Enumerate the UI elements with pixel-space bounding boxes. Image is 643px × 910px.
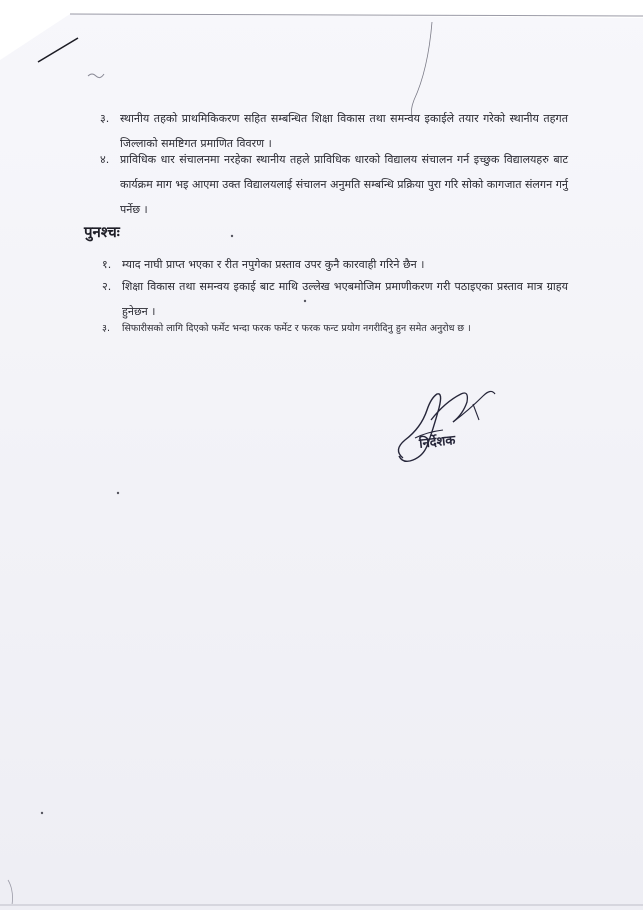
clause-text: प्राविधिक धार संचालनमा नरहेका स्थानीय तहले प्राविधिक धारको विद्यालय संचालन गर्न इच्छुक विद्यालयहरु बाट कार्यक्रम माग भइ आएमा उक्त विद्यालयलाई संचालन अनुमति सम्बन्धि प्रक्रिया पुरा गरि सोको कागजात संलगन गर्नु पर्नेछ । — [120, 153, 568, 216]
item-number: ३. — [102, 323, 110, 334]
item-text: सिफारीसको लागि दिएको फर्मेट भन्दा फरक फर्मेट र फरक फन्ट प्रयोग नगरीदिनु हुन समेत अनुरोध छ । — [122, 323, 471, 334]
postscript-item-3 — [102, 316, 592, 341]
postscript-heading: पुनश्चः — [84, 223, 120, 241]
clause-4 — [100, 147, 568, 222]
clause-number: ४. — [100, 153, 110, 166]
item-text: शिक्षा विकास तथा समन्वय इकाई बाट माथि उल्लेख भएबमोजिम प्रमाणीकरण गरी पठाइएका प्रस्ताव मात्र ग्राहय हुनेछन । — [122, 280, 568, 318]
item-text: म्याद नाघी प्राप्त भएका र रीत नपुगेका प्रस्ताव उपर कुनै कारवाही गरिने छैन । — [122, 258, 425, 271]
handwritten-signature — [383, 380, 513, 470]
signatory-title: निर्देशक — [418, 433, 457, 452]
clause-number: ३. — [100, 112, 110, 125]
item-number: १. — [102, 258, 112, 271]
item-number: २. — [102, 280, 112, 293]
clause-text: स्थानीय तहको प्राथमिकिकरण सहित सम्बन्धित शिक्षा विकास तथा समन्वय इकाईले तयार गरेको स्थानीय तहगत जिल्लाको समष्टिगत प्रमाणित विवरण । — [120, 112, 568, 150]
